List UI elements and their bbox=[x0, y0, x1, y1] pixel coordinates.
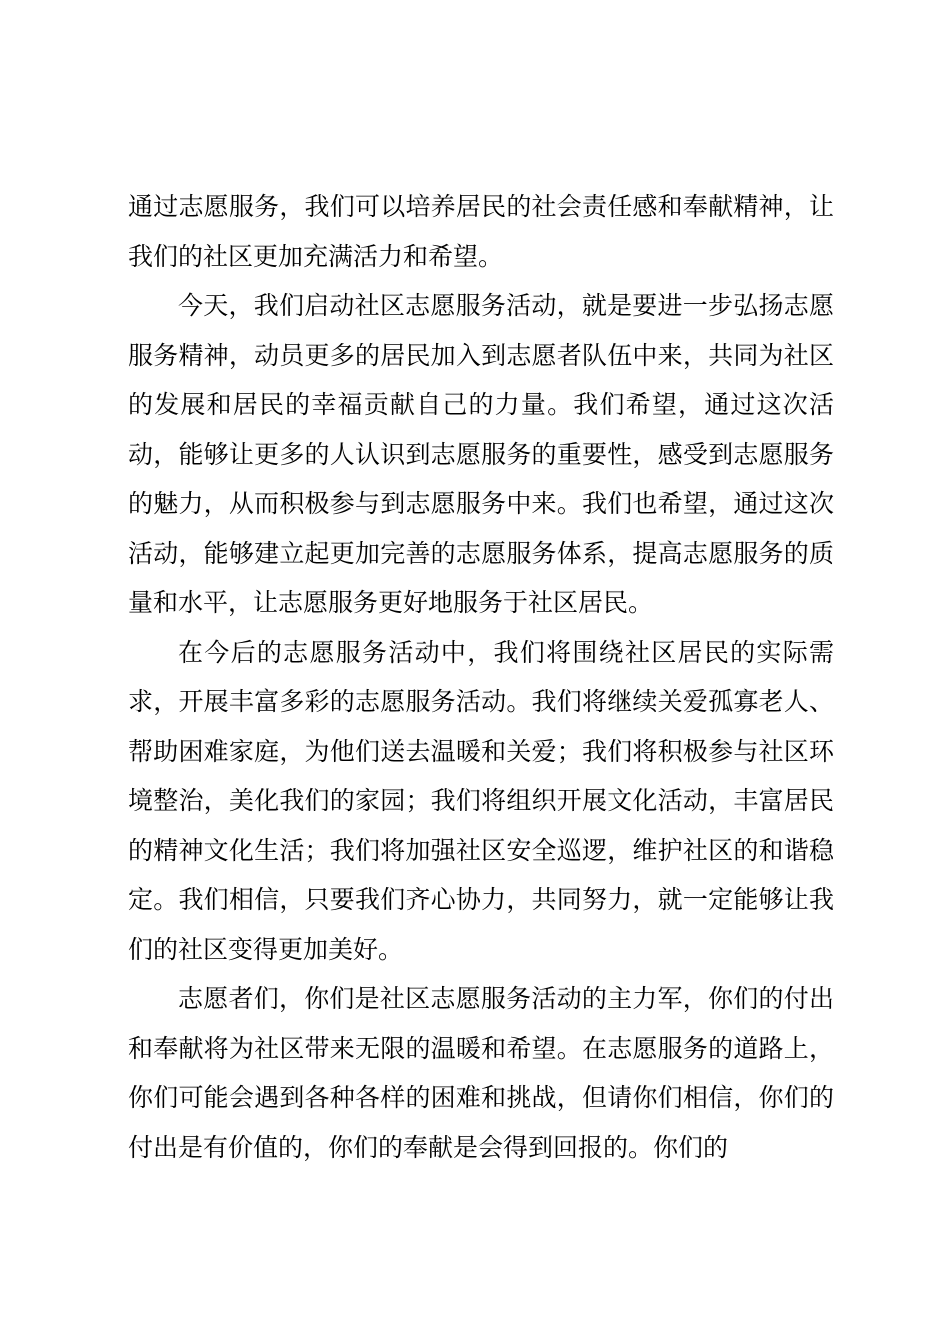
paragraph-future-plans: 在今后的志愿服务活动中，我们将围绕社区居民的实际需求，开展丰富多彩的志愿服务活动。我们将继续关爱孤寡老人、帮助困难家庭，为他们送去温暖和关爱；我们将积极参与社区环境整治，美化我们的家园；我们将组织开展文化活动，丰富居民的精神文化生活；我们将加强社区安全巡逻，维护社区的和谐稳定。我们相信，只要我们齐心协力，共同努力，就一定能够让我们的社区变得更加美好。 bbox=[128, 637, 834, 964]
paragraph-volunteers: 志愿者们，你们是社区志愿服务活动的主力军，你们的付出和奉献将为社区带来无限的温暖和希望。在志愿服务的道路上，你们可能会遇到各种各样的困难和挑战，但请你们相信，你们的付出是有价值的，你们的奉献是会得到回报的。你们的 bbox=[128, 984, 834, 1162]
body-text bbox=[128, 182, 834, 1172]
paragraph-continuation: 通过志愿服务，我们可以培养居民的社会责任感和奉献精神，让我们的社区更加充满活力和希望。 bbox=[128, 192, 834, 271]
paragraph-launch: 今天，我们启动社区志愿服务活动，就是要进一步弘扬志愿服务精神，动员更多的居民加入到志愿者队伍中来，共同为社区的发展和居民的幸福贡献自己的力量。我们希望，通过这次活动，能够让更多的人认识到志愿服务的重要性，感受到志愿服务的魅力，从而积极参与到志愿服务中来。我们也希望，通过这次活动，能够建立起更加完善的志愿服务体系，提高志愿服务的质量和水平，让志愿服务更好地服务于社区居民。 bbox=[128, 291, 834, 617]
